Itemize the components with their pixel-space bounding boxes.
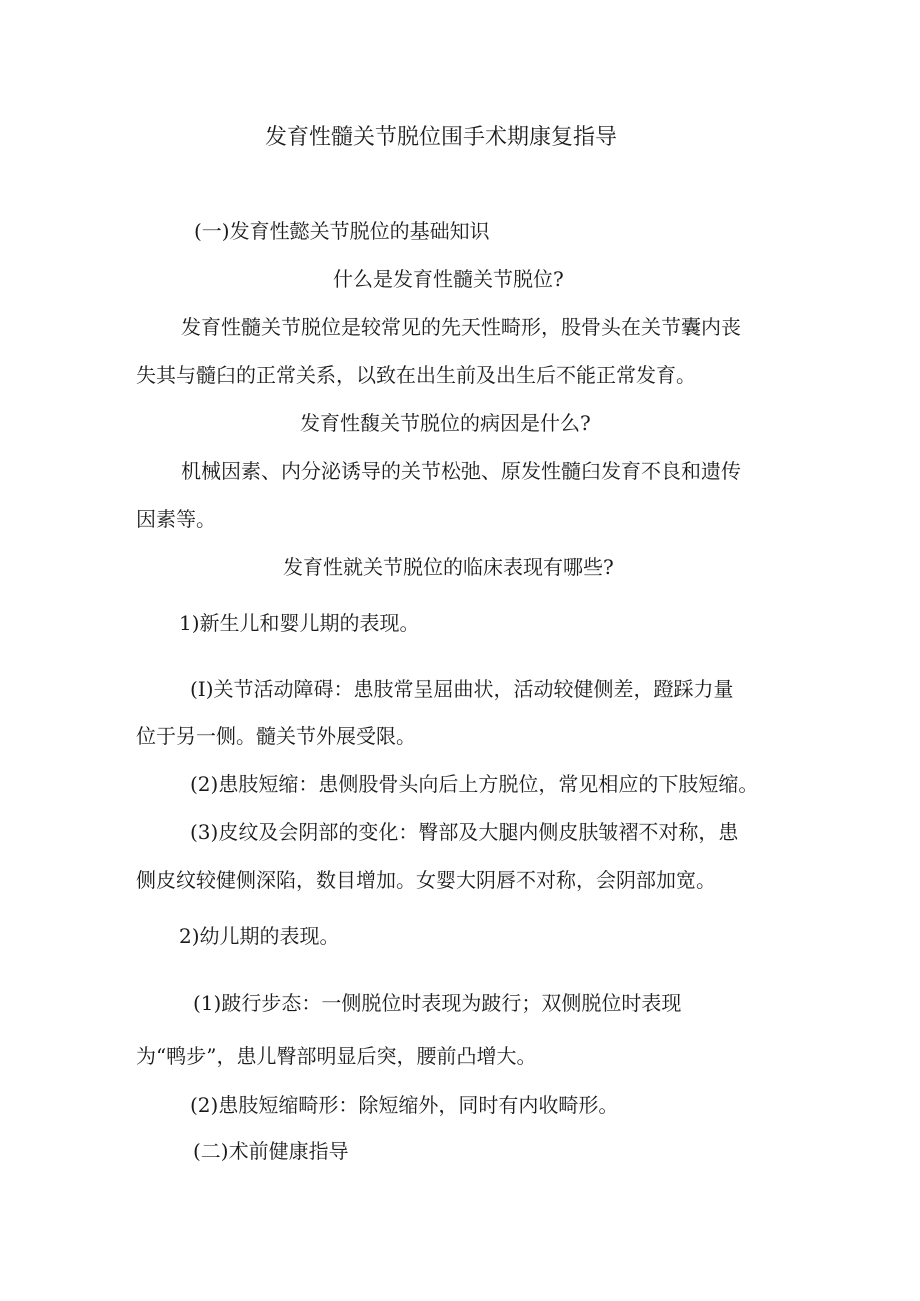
list-item-line: 位于另一侧。髓关节外展受限。 xyxy=(136,724,416,748)
list-item-line: 为“鸭步”，患儿臀部明显后突，腰前凸增大。 xyxy=(136,1044,537,1068)
list-item-line: (2)患肢短缩：患侧股骨头向后上方脱位，常见相应的下肢短缩。 xyxy=(190,772,759,796)
question-heading-1: 什么是发育性髓关节脱位? xyxy=(333,267,564,291)
question-heading-3: 发育性就关节脱位的临床表现有哪些? xyxy=(283,555,614,579)
section-heading-1: (一)发育性懿关节脱位的基础知识 xyxy=(194,219,490,243)
question-heading-2: 发育性馥关节脱位的病因是什么? xyxy=(300,411,591,435)
list-heading-2: 2)幼儿期的表现。 xyxy=(179,924,340,948)
paragraph-line: 因素等。 xyxy=(136,507,216,531)
list-item-line: (2)患肢短缩畸形：除短缩外，同时有内收畸形。 xyxy=(190,1093,619,1117)
list-heading-1: 1)新生儿和婴儿期的表现。 xyxy=(179,611,420,635)
section-heading-2: (二)术前健康指导 xyxy=(193,1139,349,1163)
paragraph-line: 发育性髓关节脱位是较常见的先天性畸形，股骨头在关节囊内丧 xyxy=(181,315,741,339)
list-item-line: (I)关节活动障碍：患肢常呈屈曲状，活动较健侧差，蹬踩力量 xyxy=(190,677,734,701)
list-item-line: (3)皮纹及会阴部的变化：臀部及大腿内侧皮肤皱褶不对称，患 xyxy=(190,820,739,844)
paragraph-line: 机械因素、内分泌诱导的关节松弛、原发性髓臼发育不良和遗传 xyxy=(181,459,741,483)
document-title: 发育性髓关节脱位围手术期康复指导 xyxy=(265,125,618,150)
paragraph-line: 失其与髓臼的正常关系，以致在出生前及出生后不能正常发育。 xyxy=(136,363,696,387)
list-item-line: 侧皮纹较健侧深陷，数目增加。女婴大阴唇不对称，会阴部加宽。 xyxy=(136,868,716,892)
list-item-line: (1)跛行步态：一侧脱位时表现为跛行；双侧脱位时表现 xyxy=(193,991,682,1015)
